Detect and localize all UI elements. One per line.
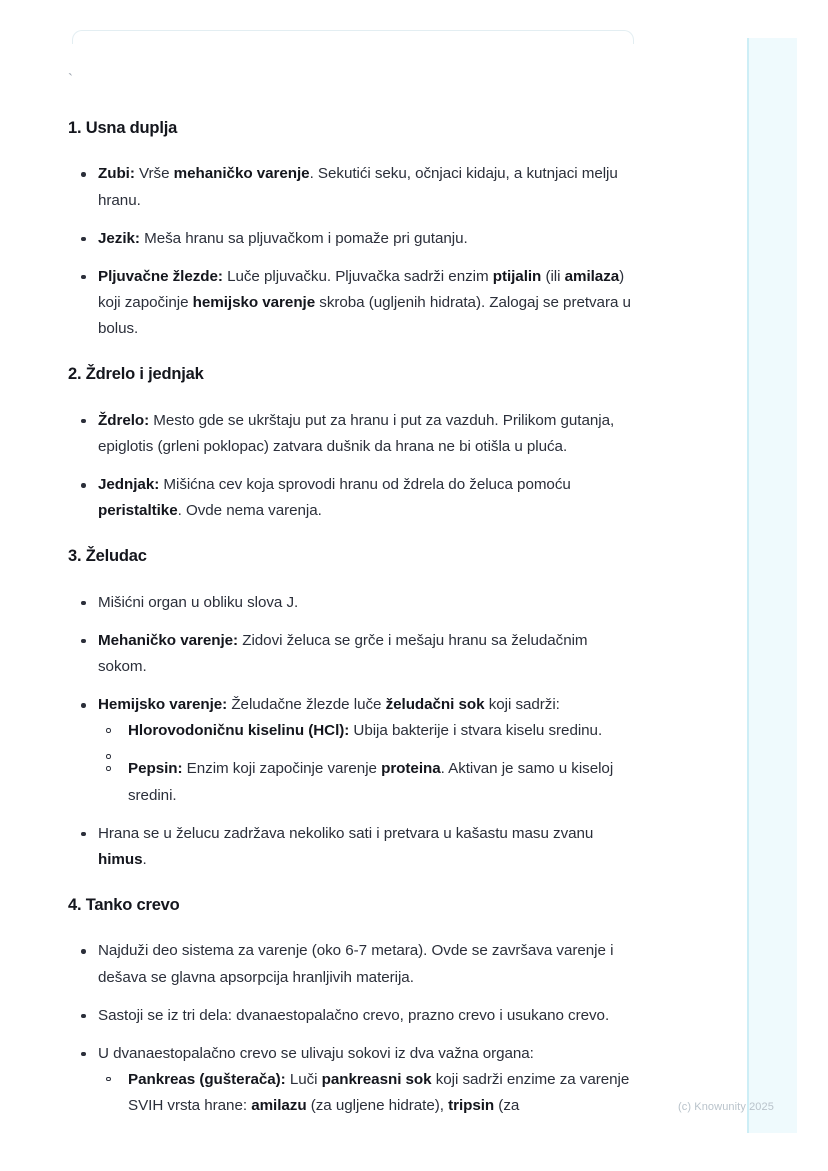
sub-list-item-text <box>128 1071 629 1114</box>
bold-text-run: Ždrelo: <box>98 411 150 429</box>
bold-text-run: amilaza <box>564 267 620 285</box>
list-item-text <box>98 594 298 611</box>
text-run: Hrana se u želucu zadržava nekoliko sati i pretvara u kašastu masu zvanu <box>98 824 594 842</box>
text-run: Vrše <box>134 165 174 183</box>
bold-text-run: Pljuvačne žlezde: <box>98 267 223 285</box>
right-side-panel <box>747 38 797 1133</box>
list-item-text <box>98 230 468 247</box>
text-run: Mesto gde se ukrštaju put za hranu i put za vazduh. Prilikom gutanja, epiglotis (grleni poklopac) zatvara dušnik da hrana ne bi otišla u pluća. <box>98 411 615 455</box>
list-item <box>68 226 634 252</box>
heading-spacer <box>68 568 634 590</box>
text-run: . Aktivan je samo u kiseloj sredini. <box>128 760 614 804</box>
sub-bullet-list <box>98 1067 634 1119</box>
sub-list-item <box>98 756 634 808</box>
section-heading: 4. Tanko crevo <box>68 895 180 914</box>
list-item <box>68 264 634 342</box>
bullet-list <box>68 408 634 525</box>
heading-spacer <box>68 139 634 161</box>
copyright-watermark: (c) Knowunity 2025 <box>678 1101 774 1113</box>
bullet-list <box>68 590 634 873</box>
text-run: skroba (ugljenih hidrata). Zalogaj se pretvara u bolus. <box>98 294 631 338</box>
bold-text-run: Pankreas (gušterača): <box>128 1070 286 1088</box>
list-item-spacer <box>68 252 634 264</box>
list-item-text <box>98 942 613 985</box>
bullet-list <box>68 938 634 1119</box>
list-item <box>68 821 634 873</box>
bold-text-run: tripsin <box>448 1097 495 1115</box>
text-run: . Sekutići seku, očnjaci kidaju, a kutnjaci melju hranu. <box>98 165 618 209</box>
text-run: (za ugljene hidrate), <box>306 1097 449 1115</box>
list-item <box>68 161 634 213</box>
list-item-text <box>98 825 593 868</box>
document-content <box>68 118 634 1119</box>
list-item <box>68 408 634 460</box>
list-item <box>68 1003 634 1029</box>
text-run: Luči <box>285 1070 322 1088</box>
section-heading: 3. Želudac <box>68 547 147 566</box>
list-item-spacer <box>68 616 634 628</box>
sub-list-item-text <box>128 722 602 739</box>
text-run: Luče pljuvačku. Pljuvačka sadrži enzim <box>222 267 493 285</box>
text-run: Želudačne žlezde luče <box>227 696 386 714</box>
bold-text-run: Hemijsko varenje: <box>98 696 228 714</box>
stray-backtick-character: ` <box>68 71 73 88</box>
list-item <box>68 628 634 680</box>
list-item-text <box>98 1007 609 1024</box>
bold-text-run: himus <box>98 850 143 868</box>
heading-spacer <box>68 386 634 408</box>
text-run: Enzim koji započinje varenje <box>182 760 382 778</box>
heading-spacer <box>68 916 634 938</box>
sub-list-item <box>98 1067 634 1119</box>
bold-text-run: mehaničko varenje <box>173 165 310 183</box>
section-spacer <box>68 524 634 546</box>
card-border-mask <box>70 44 640 64</box>
list-item-text <box>98 476 571 519</box>
bold-text-run: Jednjak: <box>98 476 160 493</box>
list-item-spacer <box>68 214 634 226</box>
section-spacer <box>68 873 634 895</box>
list-item-spacer <box>68 1029 634 1041</box>
text-run: koji sadrži: <box>484 696 560 714</box>
bold-text-run: hemijsko varenje <box>192 294 316 311</box>
bold-text-run: proteina <box>381 760 441 778</box>
bold-text-run: Mehaničko varenje: <box>98 631 239 649</box>
list-item <box>68 938 634 990</box>
list-item-spacer <box>68 460 634 472</box>
text-run: Sastoji se iz tri dela: dvanaestopalačno crevo, prazno crevo i usukano crevo. <box>98 1006 610 1024</box>
text-run: Ubija bakterije i stvara kiselu sredinu. <box>349 722 603 740</box>
list-item <box>68 692 634 809</box>
list-item-spacer <box>68 991 634 1003</box>
text-run: Mišićna cev koja sprovodi hranu od ždrela do želuca pomoću <box>159 476 571 493</box>
list-item <box>68 590 634 616</box>
bold-text-run: Jezik: <box>98 229 140 247</box>
list-item-text <box>98 412 614 455</box>
list-item-spacer <box>68 809 634 821</box>
list-item-text <box>98 696 560 713</box>
section-heading: 1. Usna duplja <box>68 119 178 137</box>
bold-text-run: Zubi: <box>98 165 135 183</box>
sub-list-item-text <box>128 760 613 803</box>
list-item-text <box>98 268 631 337</box>
text-run: . <box>142 850 147 868</box>
section-spacer <box>68 342 634 364</box>
text-run: Najduži deo sistema za varenje (oko 6-7 metara). Ovde se završava varenje i dešava se glavna apsorpcija hranljivih materija. <box>98 942 614 986</box>
sub-bullet-list <box>98 718 634 808</box>
text-run: Mišićni organ u obliku slova J. <box>98 593 299 611</box>
bold-text-run: Pepsin: <box>128 760 183 778</box>
bold-text-run: amilazu <box>251 1097 307 1115</box>
bold-text-run: želudačni sok <box>385 696 485 714</box>
text-run: (ili <box>541 267 565 285</box>
sub-list-item <box>98 718 634 744</box>
list-item <box>68 472 634 524</box>
list-item <box>68 1041 634 1119</box>
text-run: koji sadrži enzime za varenje SVIH vrsta hrane: <box>128 1070 630 1115</box>
text-run: Zidovi želuca se grče i mešaju hranu sa želudačnim sokom. <box>98 631 588 675</box>
bold-text-run: peristaltike <box>98 502 178 520</box>
list-item-text <box>98 165 618 208</box>
bold-text-run: ptijalin <box>492 267 542 285</box>
section-heading: 2. Ždrelo i jednjak <box>68 365 204 384</box>
bold-text-run: Hlorovodoničnu kiselinu (HCl): <box>128 722 350 740</box>
list-item-text <box>98 632 588 675</box>
list-item-text <box>98 1045 534 1062</box>
text-run: (za <box>494 1097 520 1115</box>
list-item-spacer <box>68 680 634 692</box>
bold-text-run: pankreasni sok <box>321 1070 432 1088</box>
text-run: Meša hranu sa pljuvačkom i pomaže pri gutanju. <box>139 229 468 247</box>
sub-item-spacer <box>98 744 634 756</box>
text-run: ) koji započinje <box>98 267 625 311</box>
bullet-list <box>68 161 634 342</box>
text-run: . Ovde nema varenja. <box>177 502 322 520</box>
text-run: U dvanaestopalačno crevo se ulivaju sokovi iz dva važna organa: <box>98 1044 534 1062</box>
